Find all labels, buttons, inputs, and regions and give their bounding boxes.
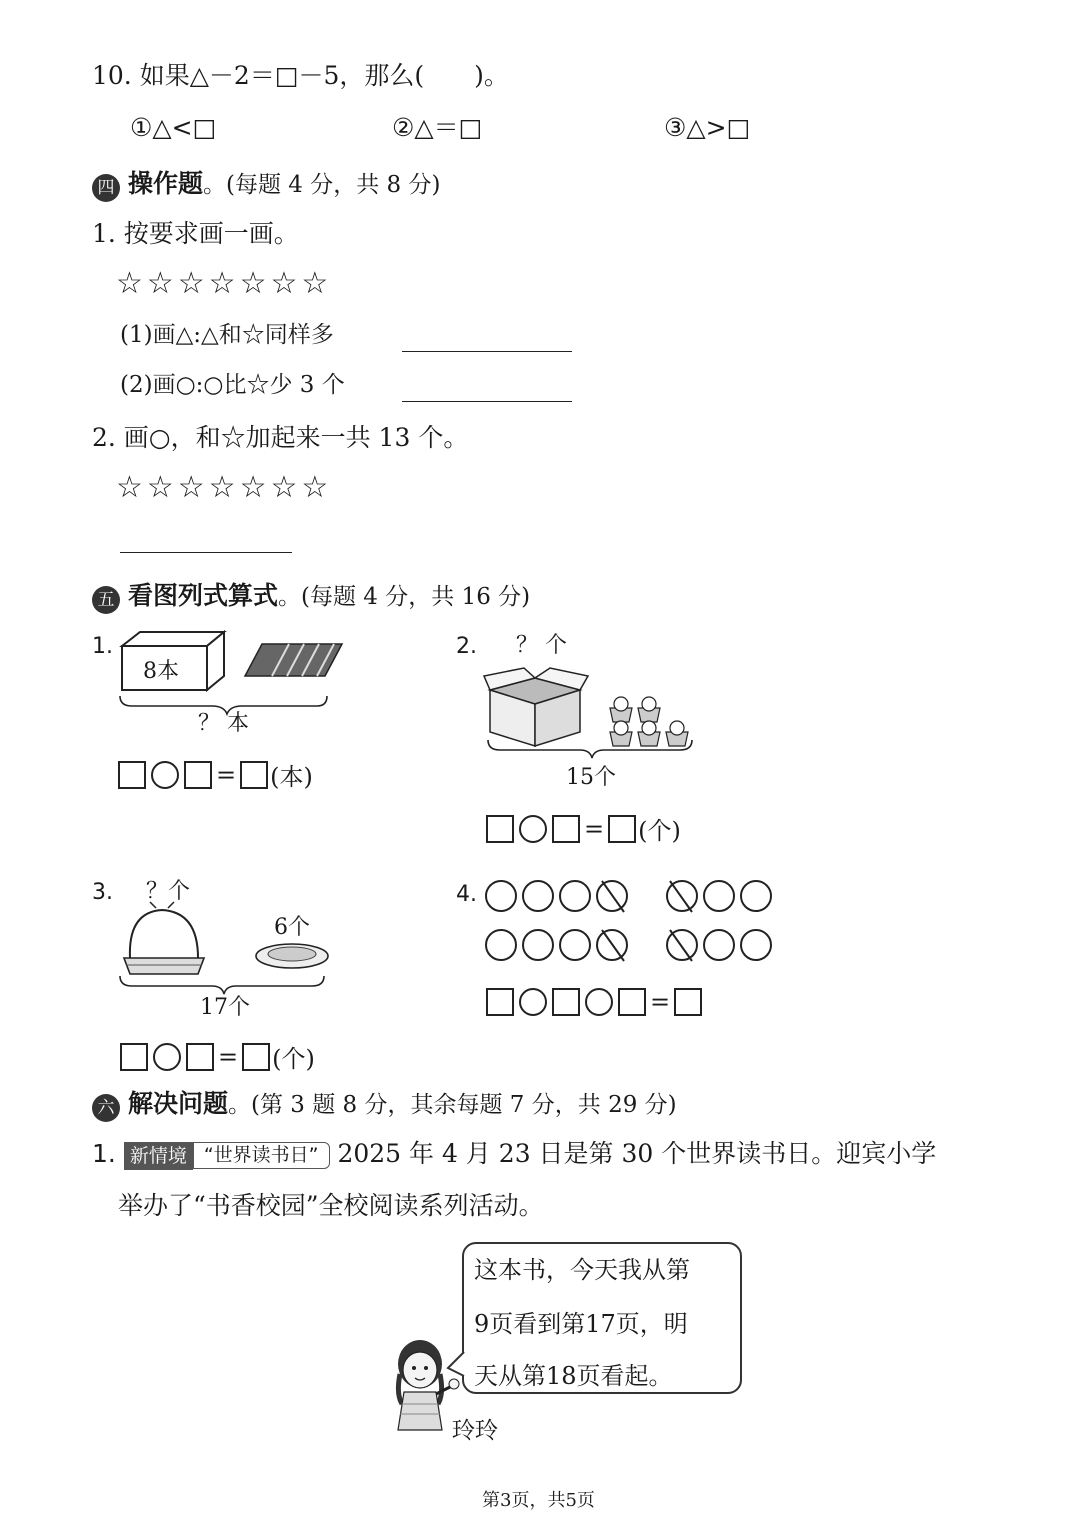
book-stack-icon (245, 644, 342, 676)
option-1[interactable]: ①△<□ (130, 113, 217, 142)
unit-label: (个) (272, 1045, 315, 1073)
answer-box[interactable] (608, 815, 636, 843)
answer-line[interactable] (120, 552, 292, 553)
answer-line[interactable] (402, 401, 572, 402)
sub-question-2: (2)画○:○比☆少 3 个 (120, 372, 345, 398)
operator-circle[interactable] (585, 988, 613, 1016)
answer-box[interactable] (120, 1043, 148, 1071)
equation-row: = (486, 988, 702, 1016)
total-label: 17个 (200, 995, 250, 1020)
question-1-line1 (92, 1138, 936, 1170)
unit-label: (本) (270, 763, 313, 791)
circle-row-bottom (486, 930, 771, 961)
option-3[interactable]: ③△>□ (664, 113, 751, 142)
bubble-line: 这本书，今天我从第 (474, 1256, 690, 1284)
section-title: 操作题 (128, 169, 204, 198)
basket-label: ？个 (146, 879, 191, 904)
section-note: 。(第 3 题 8 分，其余每题 7 分，共 29 分) (228, 1092, 677, 1118)
problem-number: 1. (92, 634, 113, 659)
operator-circle[interactable] (519, 988, 547, 1016)
option-2[interactable]: ②△＝□ (392, 113, 483, 142)
total-label: 15个 (566, 765, 616, 790)
topic-tag: “世界读书日” (193, 1142, 330, 1169)
equation-row: = (本) (118, 757, 313, 792)
speaker-name: 玲玲 (452, 1418, 498, 1444)
question-number: 1. (92, 1139, 116, 1168)
section-badge: 六 (92, 1094, 120, 1122)
section-badge: 四 (92, 174, 120, 202)
answer-line[interactable] (402, 351, 572, 352)
open-box-icon (484, 668, 588, 746)
top-label: ？ 个 (516, 633, 567, 658)
new-context-tag: 新情境 (124, 1142, 193, 1170)
section-badge: 五 (92, 586, 120, 614)
problem-number: 2. (456, 634, 477, 659)
unit-label: (个) (638, 817, 681, 845)
answer-box[interactable] (618, 988, 646, 1016)
answer-box[interactable] (242, 1043, 270, 1071)
circle-row-top (486, 881, 771, 912)
bubble-line: 9页看到第17页，明 (474, 1310, 688, 1338)
brace-line (488, 740, 692, 758)
answer-box[interactable] (118, 761, 146, 789)
box-label: 8本 (143, 659, 179, 684)
section-4-header (92, 164, 440, 202)
bubble-line: 天从第18页看起。 (474, 1362, 673, 1390)
question-1-line2: 举办了“书香校园”全校阅读系列活动。 (118, 1191, 544, 1220)
section-6-header (92, 1084, 677, 1122)
question-10-stem: 10. 如果△－2＝□－5，那么( )。 (92, 61, 509, 90)
answer-box[interactable] (486, 988, 514, 1016)
star-row: ☆☆☆☆☆☆☆ (116, 470, 333, 505)
answer-box[interactable] (486, 815, 514, 843)
question-1-stem: 1. 按要求画一画。 (92, 219, 299, 248)
answer-box[interactable] (552, 988, 580, 1016)
star-row: ☆☆☆☆☆☆☆ (116, 266, 333, 301)
answer-box[interactable] (184, 761, 212, 789)
cupcake-group-icon (610, 697, 688, 746)
circles-figure (484, 876, 784, 972)
plate-label: 6个 (274, 915, 310, 940)
page-footer: 第3页，共5页 (482, 1490, 595, 1511)
answer-box[interactable] (674, 988, 702, 1016)
total-label: ？ 本 (198, 711, 249, 736)
section-5-header (92, 576, 530, 614)
plate-icon (256, 944, 328, 968)
answer-box[interactable] (552, 815, 580, 843)
basket-plate-figure (112, 898, 342, 998)
section-title: 看图列式算式 (128, 581, 279, 610)
box-cakes-figure (480, 660, 710, 770)
equation-row: = (个) (120, 1039, 315, 1074)
question-text: 2025 年 4 月 23 日是第 30 个世界读书日。迎宾小学 (337, 1139, 937, 1168)
equation-row: = (个) (486, 811, 681, 846)
problem-number: 3. (92, 880, 113, 905)
section-note: 。(每题 4 分，共 16 分) (278, 584, 531, 610)
answer-box[interactable] (240, 761, 268, 789)
operator-circle[interactable] (151, 761, 179, 789)
operator-circle[interactable] (153, 1043, 181, 1071)
operator-circle[interactable] (519, 815, 547, 843)
sub-question-1: (1)画△:△和☆同样多 (120, 322, 334, 348)
basket-icon (124, 902, 204, 974)
section-note: 。(每题 4 分，共 8 分) (203, 172, 441, 198)
answer-box[interactable] (186, 1043, 214, 1071)
section-title: 解决问题 (128, 1089, 229, 1118)
question-2-stem: 2. 画○，和☆加起来一共 13 个。 (92, 423, 469, 452)
problem-number: 4. (456, 882, 477, 907)
